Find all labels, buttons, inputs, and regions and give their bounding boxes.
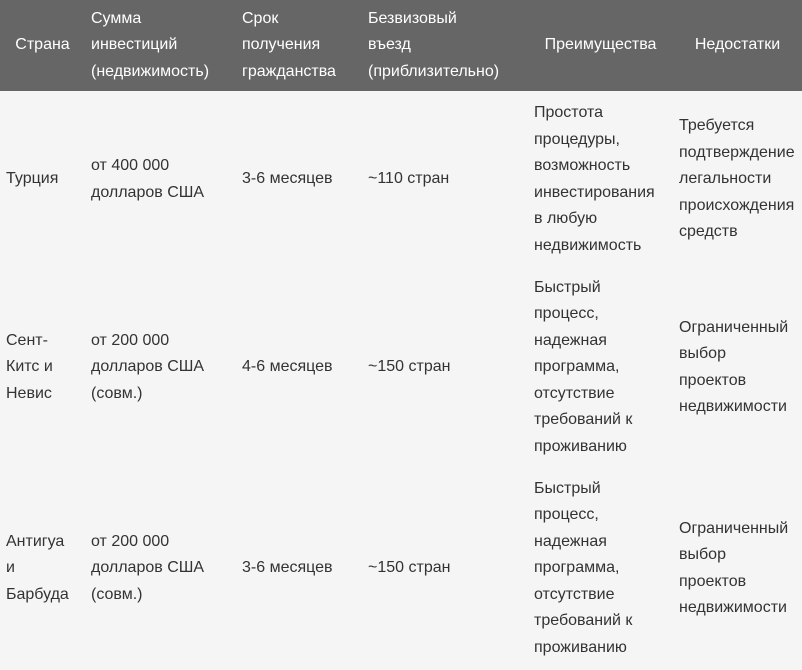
cell-line: Сент-: [6, 331, 48, 349]
cell-line: программа,: [534, 559, 620, 577]
cell-country: [0, 268, 85, 467]
header-disadvantages: [673, 0, 802, 91]
cell-line: средств: [679, 223, 738, 241]
header-line: (недвижимость): [91, 62, 210, 80]
cell-line: проживанию: [534, 638, 627, 656]
cell-line: надежная: [534, 331, 607, 349]
cell-line: (совм.): [91, 585, 143, 603]
cell-line: от 200 000: [91, 532, 170, 550]
header-advantages: [528, 0, 673, 91]
header-line: Срок: [242, 9, 279, 27]
cell-line: 4-6 месяцев: [242, 358, 333, 376]
cell-line: программа,: [534, 358, 620, 376]
cell-line: ~150 стран: [368, 559, 451, 577]
header-line: Страна: [15, 36, 70, 54]
cell-line: Антигуа: [6, 532, 65, 550]
cell-term: [236, 467, 362, 670]
cell-investment: [85, 467, 236, 670]
cell-country: [0, 467, 85, 670]
cell-line: инвестирования: [534, 183, 655, 201]
cell-line: надежная: [534, 532, 607, 550]
cell-line: Быстрый: [534, 278, 601, 296]
header-investment: [85, 0, 236, 91]
cell-line: требований к: [534, 411, 633, 429]
cell-line: недвижимости: [679, 599, 787, 616]
table-row: [0, 268, 802, 467]
cell-line: Турция: [6, 170, 59, 188]
cell-disadvantages: [673, 467, 802, 670]
header-country: [0, 0, 85, 91]
cell-line: легальности: [679, 170, 772, 188]
header-line: инвестиций: [91, 36, 178, 54]
cell-term: [236, 268, 362, 467]
cell-line: Быстрый: [534, 479, 601, 497]
cell-line: Простота: [534, 104, 604, 121]
cell-investment: [85, 268, 236, 467]
cell-line: ~150 стран: [368, 358, 451, 376]
cell-line: долларов США: [91, 559, 205, 577]
cell-line: и: [6, 559, 15, 577]
cell-line: долларов США: [91, 358, 205, 376]
cell-line: от 200 000: [91, 331, 170, 349]
cell-line: недвижимость: [534, 236, 642, 254]
table-row: [0, 91, 802, 268]
cell-line: 3-6 месяцев: [242, 170, 333, 188]
cell-line: отсутствие: [534, 384, 615, 402]
cell-disadvantages: [673, 91, 802, 268]
cell-line: (совм.): [91, 384, 143, 402]
cell-disadvantages: [673, 268, 802, 467]
cell-line: недвижимости: [679, 398, 787, 415]
header-line: Безвизовый: [368, 9, 457, 27]
header-term: [236, 0, 362, 91]
cell-line: отсутствие: [534, 585, 615, 603]
cell-line: процедуры,: [534, 130, 620, 148]
cell-line: требований к: [534, 612, 633, 630]
cell-advantages: [528, 268, 673, 467]
cell-line: ~110 стран: [368, 170, 450, 188]
cell-line: подтверждение: [679, 143, 795, 161]
cell-line: Требуется: [679, 117, 755, 135]
header-line: гражданства: [242, 62, 336, 80]
cell-line: выбор: [679, 345, 726, 362]
cell-line: Ограниченный: [679, 318, 789, 336]
table-row: [0, 467, 802, 670]
cell-visa-free: [362, 268, 528, 467]
cell-line: процесс,: [534, 506, 599, 524]
cell-line: от 400 000: [91, 157, 170, 174]
cell-line: проживанию: [534, 437, 627, 455]
cell-line: проектов: [679, 572, 747, 590]
header-line: въезд: [368, 36, 411, 54]
cell-line: Невис: [6, 384, 52, 402]
cell-line: процесс,: [534, 305, 599, 323]
header-line: получения: [242, 36, 321, 54]
cell-investment: [85, 91, 236, 268]
table-header-row: [0, 0, 802, 91]
cell-line: происхождения: [679, 196, 795, 214]
cell-line: проектов: [679, 371, 747, 389]
cell-visa-free: [362, 91, 528, 268]
header-line: Недостатки: [694, 36, 781, 54]
cell-advantages: [528, 467, 673, 670]
cell-country: [0, 91, 85, 268]
header-line: Преимущества: [544, 36, 657, 54]
cell-advantages: [528, 91, 673, 268]
header-visa-free: [362, 0, 528, 91]
cell-line: в любую: [534, 210, 598, 227]
cell-line: Китс и: [6, 358, 53, 376]
cell-visa-free: [362, 467, 528, 670]
cell-line: 3-6 месяцев: [242, 559, 333, 577]
cell-line: возможность: [534, 157, 631, 174]
header-line: (приблизительно): [368, 62, 500, 80]
cell-line: долларов США: [91, 183, 205, 201]
cell-term: [236, 91, 362, 268]
header-line: Сумма: [91, 9, 142, 27]
cell-line: выбор: [679, 546, 726, 563]
cell-line: Барбуда: [6, 585, 69, 603]
cell-line: Ограниченный: [679, 519, 789, 537]
